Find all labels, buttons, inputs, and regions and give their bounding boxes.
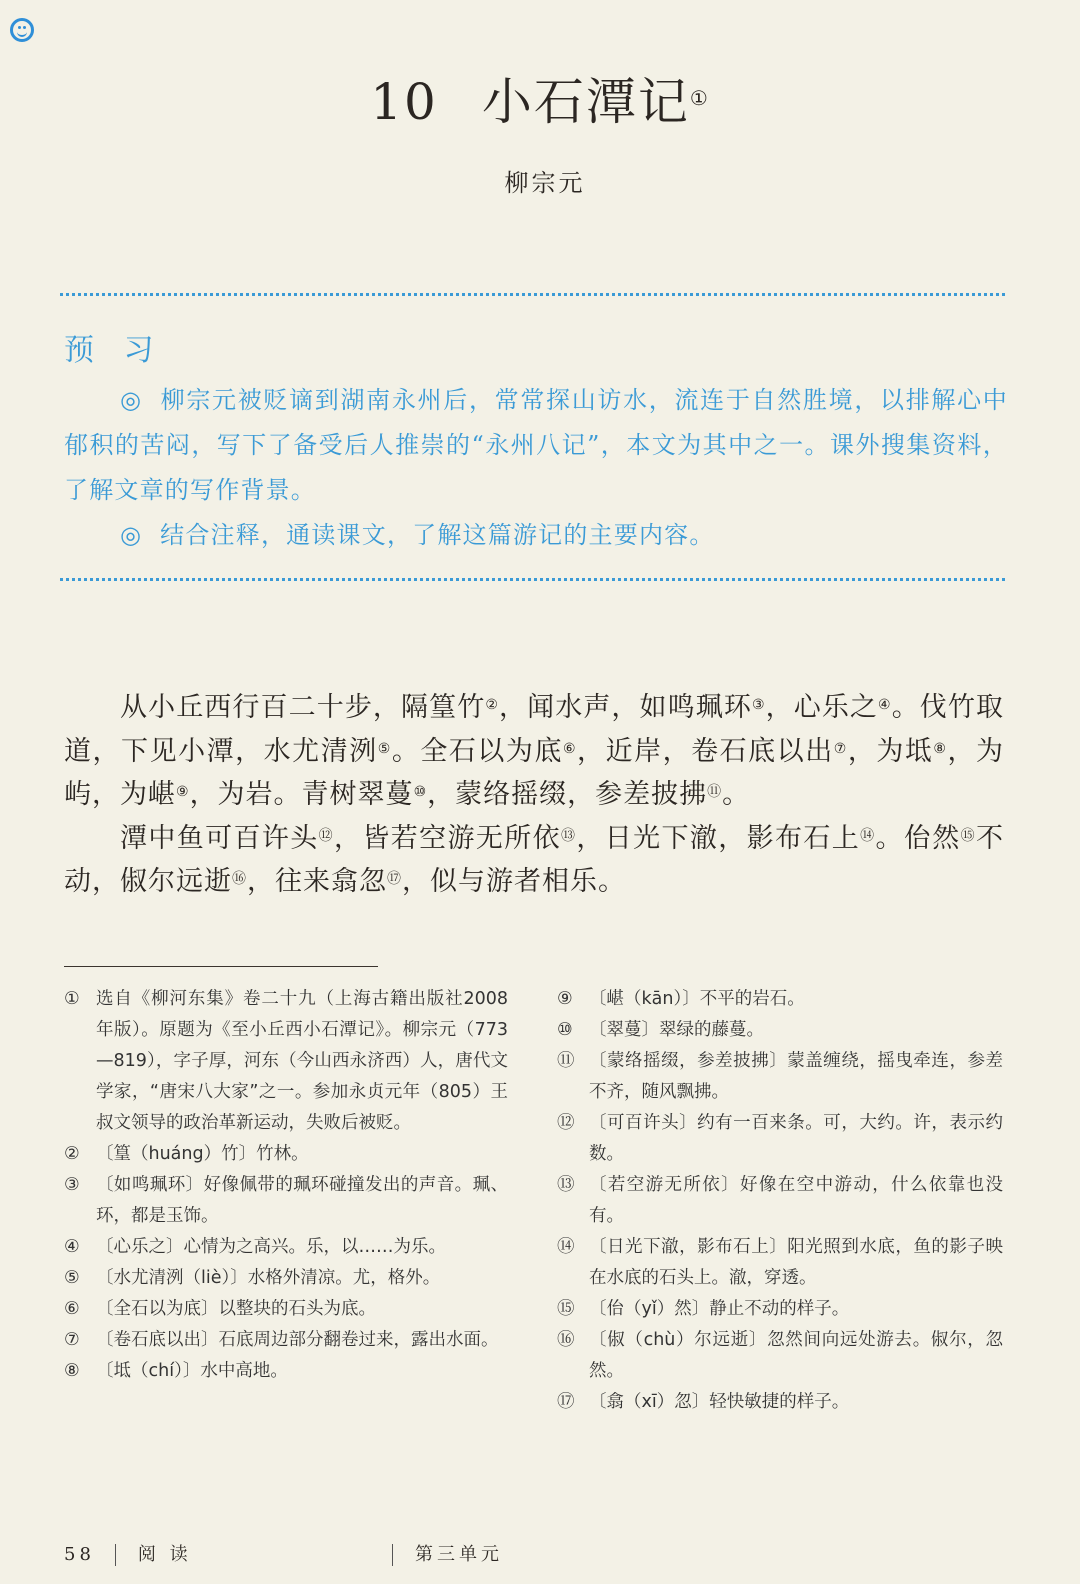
footnote-number: ⑦ [64, 1330, 80, 1350]
footnote [557, 1325, 1003, 1387]
footnote-number: ⑰ [557, 1392, 575, 1412]
footnote-ref: ⑭ [860, 827, 876, 844]
footnote-ref: ⑮ [960, 827, 976, 844]
section-label: 阅 读 [137, 1544, 192, 1565]
footnote-rule [64, 966, 378, 967]
main-text [64, 686, 1004, 904]
body-text: ，皆若空游无所依 [334, 822, 561, 854]
footnote [557, 1294, 1003, 1325]
lesson-title-text: 小石潭记 [481, 73, 690, 131]
dotted-divider-top [60, 293, 1005, 296]
footnote-ref: ⑥ [562, 740, 578, 757]
footnotes-right-column [557, 984, 1003, 1418]
preview-heading: 预 习 [64, 333, 164, 368]
footnote-number: ① [64, 989, 80, 1009]
footnote [64, 1294, 508, 1325]
footnote-number: ⑮ [557, 1299, 575, 1319]
preview-item: ◎ 结合注释，通读课文，了解这篇游记的主要内容。 [120, 521, 715, 549]
footnote-number: ⑯ [557, 1330, 575, 1350]
footnote-number: ② [64, 1144, 80, 1164]
footnote-text: 选自《柳河东集》卷二十九（上海古籍出版社2008年版）。原题为《至小丘西小石潭记》。柳宗元（773—819），字子厚，河东（今山西永济西）人，唐代文学家，“唐宋八大家”之一。参加永贞元年（805）王叔文领导的政治革新运动，失败后被贬。 [96, 989, 508, 1133]
page-footer-left [64, 1542, 192, 1568]
footnote-text: 〔蒙络摇缀，参差披拂〕蒙盖缠绕，摇曳牵连，参差不齐，随风飘拂。 [589, 1051, 1003, 1102]
footnote-number: ⑪ [557, 1051, 575, 1071]
footnote-ref: ⑨ [176, 784, 190, 800]
body-text: ，往来翕忽 [247, 866, 387, 897]
body-text: ，为岩。青树翠蔓 [189, 779, 414, 810]
footnote [64, 1325, 508, 1356]
body-text: 从小丘西行百二十步，隔篁竹 [120, 692, 486, 723]
footnote-ref: ② [485, 697, 500, 713]
footnote [64, 1356, 508, 1387]
footnote-number: ⑬ [557, 1175, 575, 1195]
footnote [64, 1170, 508, 1232]
page-footer-right [392, 1542, 503, 1568]
footnote-text: 〔佁（yǐ）然〕静止不动的样子。 [589, 1299, 850, 1319]
body-paragraph [64, 686, 1004, 817]
body-text: 。全石以为底 [391, 735, 563, 767]
body-text: ，为屿，为嵁 [64, 735, 1005, 810]
body-text: ，近岸，卷石底以出 [577, 735, 834, 767]
lesson-number: 10 [370, 73, 438, 131]
body-text: ，似与游者相乐。 [402, 866, 626, 897]
footnote-ref: ⑫ [318, 827, 334, 844]
footnote-ref: ⑤ [377, 740, 392, 757]
footnote-ref: ⑦ [833, 740, 848, 757]
footnote-number: ⑩ [557, 1020, 573, 1040]
body-text: ，蒙络摇缀，参差披拂 [427, 779, 708, 810]
footnote-text: 〔如鸣珮环〕好像佩带的珮环碰撞发出的声音。珮、环，都是玉饰。 [96, 1175, 508, 1226]
body-text: ，闻水声，如鸣珮环 [499, 692, 752, 723]
footnotes-left-column [64, 984, 508, 1387]
body-text: 不动，俶尔远逝 [64, 822, 1004, 897]
footnote-ref: ⑧ [933, 740, 948, 757]
footnote [557, 1015, 1003, 1046]
bullet-icon: ◎ [120, 521, 143, 549]
body-text: ，日光下澈，影布石上 [576, 822, 861, 854]
footnote-number: ⑥ [64, 1299, 80, 1319]
lesson-title [0, 70, 1080, 134]
footnote-text: 〔俶（chù）尔远逝〕忽然间向远处游去。俶尔，忽然。 [589, 1330, 1003, 1381]
body-text: 潭中鱼可百许头 [120, 822, 319, 854]
footnote-number: ⑭ [557, 1237, 575, 1257]
footnote-text: 〔若空游无所依〕好像在空中游动，什么依靠也没有。 [589, 1175, 1003, 1226]
footnote-ref: ③ [751, 697, 766, 713]
footnote [557, 1170, 1003, 1232]
footnote-text: 〔全石以为底〕以整块的石头为底。 [96, 1299, 376, 1319]
dotted-divider-bottom [60, 578, 1005, 581]
footnote-ref: ④ [878, 697, 892, 713]
body-paragraph [64, 817, 1004, 904]
page-number: 58 [64, 1544, 95, 1565]
footnote [557, 1387, 1003, 1418]
bullet-icon: ◎ [120, 386, 143, 414]
footnote-text: 〔翕（xī）忽〕轻快敏捷的样子。 [589, 1392, 850, 1412]
preview-item: ◎ 柳宗元被贬谪到湖南永州后，常常探山访水，流连于自然胜境，以排解心中郁积的苦闷，写下了备受后人推崇的“永州八记”，本文为其中之一。课外搜集资料，了解文章的写作背景。 [64, 386, 1008, 504]
footnote [64, 1139, 508, 1170]
footnote-text: 〔篁（huáng）竹〕竹林。 [96, 1144, 309, 1164]
body-text: ，为坻 [847, 735, 934, 767]
footnote-number: ⑤ [64, 1268, 80, 1288]
footer-separator [115, 1544, 116, 1566]
footnote-number: ③ [64, 1175, 80, 1195]
footnote-ref: ⑰ [387, 871, 402, 887]
footnote-text: 〔日光下澈，影布石上〕阳光照到水底，鱼的影子映在水底的石头上。澈，穿透。 [589, 1237, 1003, 1288]
footnote-text: 〔心乐之〕心情为之高兴。乐，以……为乐。 [96, 1237, 446, 1257]
footnote [557, 1232, 1003, 1294]
footnote [64, 1263, 508, 1294]
title-footnote-mark: ① [689, 86, 710, 110]
body-text: 。伐竹取道，下见小潭，水尤清洌 [64, 692, 1004, 767]
footnote [557, 1046, 1003, 1108]
footnote-number: ⑧ [64, 1361, 80, 1381]
footnote [64, 1232, 508, 1263]
body-text: ，心乐之 [765, 692, 879, 723]
unit-label: 第三单元 [415, 1544, 503, 1565]
footnote-ref: ⑩ [413, 784, 428, 800]
footnote-ref: ⑯ [232, 871, 247, 887]
footnote-ref: ⑪ [707, 784, 723, 800]
footnote-text: 〔翠蔓〕翠绿的藤蔓。 [589, 1020, 764, 1040]
footnote-ref: ⑬ [561, 827, 577, 844]
footnote [557, 984, 1003, 1015]
footnote-text: 〔坻（chí）〕水中高地。 [96, 1361, 288, 1381]
footnote-number: ④ [64, 1237, 80, 1257]
author: 柳宗元 [504, 169, 586, 197]
smiley-icon [10, 18, 34, 42]
footnote-text: 〔卷石底以出〕石底周边部分翻卷过来，露出水面。 [96, 1330, 499, 1350]
footnote-number: ⑨ [557, 989, 573, 1009]
preview-body [64, 378, 1008, 558]
footnote-number: ⑫ [557, 1113, 575, 1133]
footer-separator [392, 1544, 393, 1566]
body-text: 。佁然 [875, 822, 961, 854]
body-text: 。 [722, 779, 751, 810]
footnote-text: 〔水尤清洌（liè）〕水格外清凉。尤，格外。 [96, 1268, 441, 1288]
footnote-text: 〔可百许头〕约有一百来条。可，大约。许，表示约数。 [589, 1113, 1003, 1164]
footnote [557, 1108, 1003, 1170]
footnote-text: 〔嵁（kān）〕不平的岩石。 [589, 989, 805, 1009]
footnote [64, 984, 508, 1139]
